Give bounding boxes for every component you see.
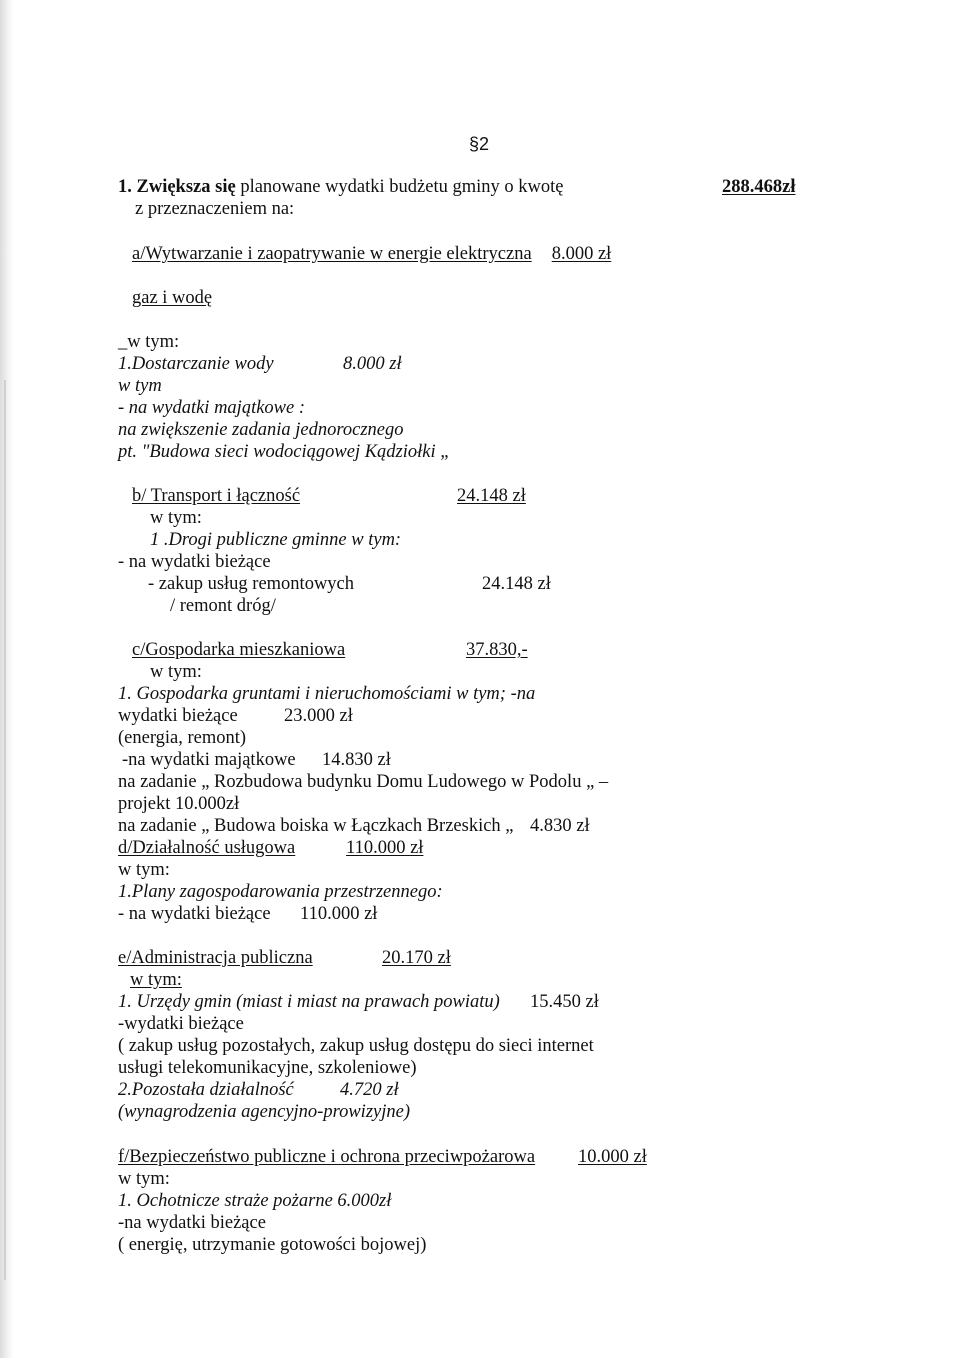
section-f-amount: 10.000 zł bbox=[578, 1147, 647, 1167]
section-e-line3: ( zakup usług pozostałych, zakup usług dostępu do sieci internet bbox=[118, 1036, 594, 1056]
section-a-title-text: a/Wytwarzanie i zaopatrywanie w energie elektryczna bbox=[132, 244, 532, 264]
scan-edge bbox=[0, 0, 14, 1358]
section-f-line1: 1. Ochotnicze straże pożarne 6.000zł bbox=[118, 1191, 392, 1211]
section-f-wtym: w tym: bbox=[118, 1169, 170, 1189]
section-b-line2: - na wydatki bieżące bbox=[118, 552, 271, 572]
section-f-title: f/Bezpieczeństwo publiczne i ochrona przeciwpożarowa bbox=[118, 1147, 536, 1167]
section-c-line7-amount: 4.830 zł bbox=[530, 816, 590, 836]
section-e-line1: 1. Urzędy gmin (miast i miast na prawach powiatu) bbox=[118, 992, 500, 1012]
section-c-line3: (energia, remont) bbox=[118, 728, 247, 748]
section-e-line2: -wydatki bieżące bbox=[118, 1014, 244, 1034]
intro-bold: Zwiększa się bbox=[136, 177, 236, 197]
section-e-line4: usługi telekomunikacyjne, szkoleniowe) bbox=[118, 1058, 417, 1078]
section-a-line1-amount: 8.000 zł bbox=[343, 354, 402, 374]
section-c-title: c/Gospodarka mieszkaniowa bbox=[132, 640, 346, 660]
section-c-line2-amount: 23.000 zł bbox=[284, 706, 353, 726]
section-f-line2: -na wydatki bieżące bbox=[118, 1213, 266, 1233]
section-b-title: b/ Transport i łączność bbox=[132, 486, 301, 506]
section-a-title bbox=[132, 243, 632, 265]
section-a-amount: 8.000 zł bbox=[551, 244, 612, 264]
section-b-line4: / remont dróg/ bbox=[170, 596, 276, 616]
section-d-amount: 110.000 zł bbox=[346, 838, 424, 858]
section-e-line5-amount: 4.720 zł bbox=[340, 1080, 399, 1100]
section-e-line5: 2.Pozostała działalność bbox=[118, 1080, 294, 1100]
section-e-line1-amount: 15.450 zł bbox=[530, 992, 599, 1012]
section-b-line3: - zakup usług remontowych bbox=[148, 574, 355, 594]
section-d-wtym: w tym: bbox=[118, 860, 170, 880]
section-a-title2: gaz i wodę bbox=[132, 288, 213, 308]
section-c-amount: 37.830,- bbox=[466, 640, 528, 660]
intro-num: 1. bbox=[118, 177, 132, 197]
section-c-line7: na zadanie „ Budowa boiska w Łączkach Brzeskich „ bbox=[118, 816, 514, 836]
section-a-line5: pt. "Budowa sieci wodociągowej Kądziołki „ bbox=[118, 442, 451, 462]
section-b-amount: 24.148 zł bbox=[457, 486, 526, 506]
section-a-line1: 1.Dostarczanie wody bbox=[118, 354, 274, 374]
section-c-line1: 1. Gospodarka gruntami i nieruchomościami w tym; -na bbox=[118, 684, 536, 704]
section-d-title: d/Działalność usługowa bbox=[118, 838, 296, 858]
section-b-line3-amount: 24.148 zł bbox=[482, 574, 551, 594]
section-c-line4: -na wydatki majątkowe bbox=[122, 750, 296, 770]
section-heading: §2 bbox=[469, 134, 490, 154]
paragraph-intro bbox=[118, 176, 563, 198]
section-a-line3: - na wydatki majątkowe : bbox=[118, 398, 306, 418]
section-b-line1: 1 .Drogi publiczne gminne w tym: bbox=[150, 530, 402, 550]
section-d-line2: - na wydatki bieżące bbox=[118, 904, 271, 924]
section-c-wtym: w tym: bbox=[150, 662, 202, 682]
section-f-line3: ( energię, utrzymanie gotowości bojowej) bbox=[118, 1235, 427, 1255]
section-a-line4: na zwiększenie zadania jednorocznego bbox=[118, 420, 404, 440]
total-amount: 288.468zł bbox=[722, 177, 796, 197]
section-c-line6: projekt 10.000zł bbox=[118, 794, 240, 814]
section-e-amount: 20.170 zł bbox=[382, 948, 451, 968]
intro-rest: planowane wydatki budżetu gminy o kwotę bbox=[235, 177, 564, 197]
section-c-line5: na zadanie „ Rozbudowa budynku Domu Ludowego w Podolu „ – bbox=[118, 772, 609, 792]
section-d-line1: 1.Plany zagospodarowania przestrzennego: bbox=[118, 882, 443, 902]
section-c-line2: wydatki bieżące bbox=[118, 706, 238, 726]
section-e-wtym: w tym: bbox=[130, 970, 182, 990]
section-c-line4-amount: 14.830 zł bbox=[322, 750, 391, 770]
section-e-line6: (wynagrodzenia agencyjno-prowizyjne) bbox=[118, 1102, 410, 1122]
section-a-wtym: _w tym: bbox=[118, 332, 180, 352]
section-b-wtym: w tym: bbox=[150, 508, 202, 528]
section-d-line2-amount: 110.000 zł bbox=[300, 904, 378, 924]
section-e-title: e/Administracja publiczna bbox=[118, 948, 313, 968]
section-a-line2: w tym bbox=[118, 376, 162, 396]
intro-line-2: z przeznaczeniem na: bbox=[135, 199, 295, 219]
